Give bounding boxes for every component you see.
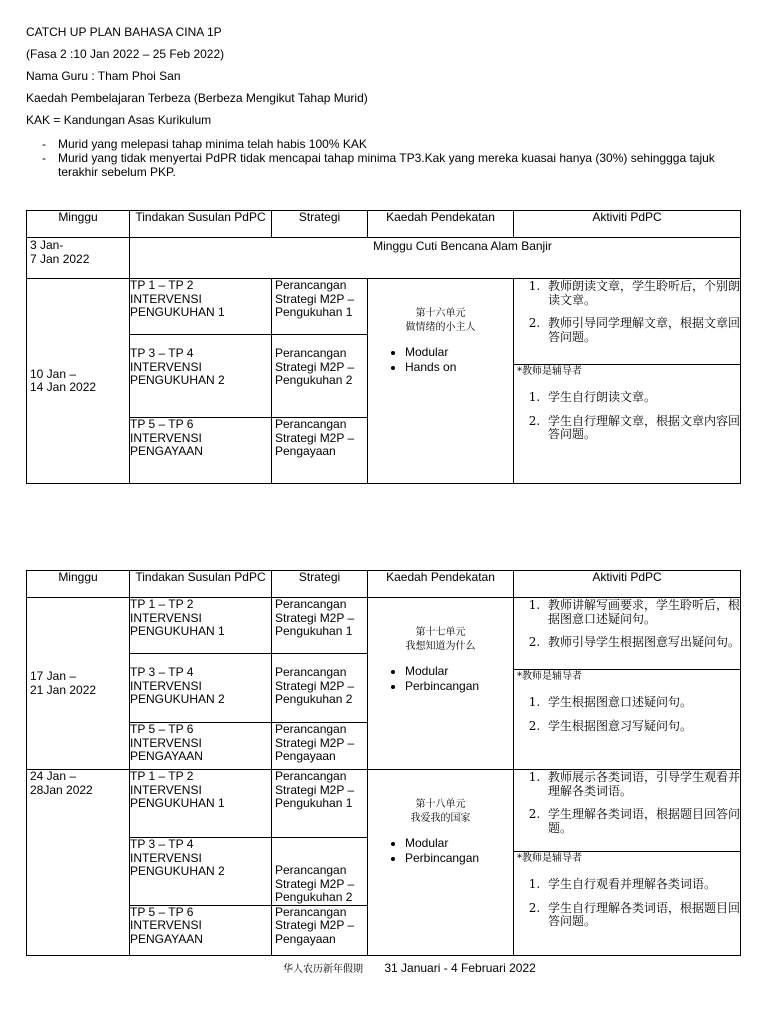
activity-teacher	[514, 598, 741, 670]
holiday-text: Minggu Cuti Bencana Alam Banjir	[130, 238, 741, 279]
activity-item: 1. 学生自行朗读文章。	[544, 391, 740, 405]
tindakan-cell: TP 5 – TP 6 INTERVENSI PENGAYAAN	[130, 723, 272, 770]
activity-item: 2. 学生理解各类词语，根据题目回答问题。	[544, 808, 740, 835]
holiday-name: 华人农历新年假期	[283, 964, 363, 975]
holiday-dates: 31 Januari - 4 Februari 2022	[384, 961, 536, 975]
plan-table-1	[26, 210, 741, 484]
col-strategi: Strategi	[272, 211, 368, 238]
facilitator-note: *教师是辅导者	[517, 671, 582, 682]
page-title: CATCH UP PLAN BAHASA CINA 1P	[26, 25, 222, 39]
method-item: • Perbincangan	[405, 851, 513, 866]
strategi-cell: Perancangan Strategi M2P – Pengukuhan 1	[272, 770, 368, 838]
col-kaedah: Kaedah Pendekatan	[368, 211, 514, 238]
activity-teacher	[514, 770, 741, 852]
activity-teacher	[514, 279, 741, 365]
unit-title: 做情绪的小主人	[405, 322, 476, 333]
method-item: • Modular	[405, 836, 513, 851]
tindakan-cell: TP 3 – TP 4 INTERVENSI PENGUKUHAN 2	[130, 335, 272, 418]
unit-title: 我爱我的国家	[410, 813, 471, 824]
col-aktiviti: Aktiviti PdPC	[514, 211, 741, 238]
plan-table-2	[26, 570, 741, 956]
unit-title: 我想知道为什么	[405, 641, 476, 652]
col-aktiviti: Aktiviti PdPC	[514, 571, 741, 598]
strategi-cell: Perancangan Strategi M2P – Pengukuhan 1	[272, 598, 368, 654]
method-item: • Perbincangan	[405, 679, 513, 694]
week-date: 10 Jan – 14 Jan 2022	[27, 279, 130, 484]
strategi-cell: Perancangan Strategi M2P – Pengukuhan 2	[272, 838, 368, 906]
strategi-cell: Perancangan Strategi M2P – Pengukuhan 2	[272, 654, 368, 723]
strategi-cell: Perancangan Strategi M2P – Pengayaan	[272, 905, 368, 955]
col-minggu: Minggu	[27, 571, 130, 598]
activity-item: 1. 教师朗读文章，学生聆听后，个别朗读文章。	[544, 280, 740, 307]
activity-student	[514, 852, 741, 956]
col-minggu: Minggu	[27, 211, 130, 238]
activity-student	[514, 670, 741, 770]
unit-number: 第十八单元	[415, 799, 466, 810]
facilitator-note: *教师是辅导者	[517, 366, 582, 377]
method-item: • Hands on	[405, 360, 513, 375]
strategi-cell: Perancangan Strategi M2P – Pengukuhan 2	[272, 335, 368, 418]
activity-item: 1. 教师讲解写画要求，学生聆听后，根据图意口述疑问句。	[544, 599, 740, 626]
strategi-cell: Perancangan Strategi M2P – Pengayaan	[272, 418, 368, 484]
kaedah-cell	[368, 770, 514, 956]
tindakan-cell: TP 5 – TP 6 INTERVENSI PENGAYAAN	[130, 418, 272, 484]
holiday-footer	[283, 960, 536, 975]
facilitator-note: *教师是辅导者	[517, 853, 582, 864]
unit-number: 第十六单元	[415, 308, 466, 319]
tindakan-cell: TP 3 – TP 4 INTERVENSI PENGUKUHAN 2	[130, 838, 272, 906]
tindakan-cell: TP 3 – TP 4 INTERVENSI PENGUKUHAN 2	[130, 654, 272, 723]
col-tindakan: Tindakan Susulan PdPC	[130, 571, 272, 598]
method-line: Kaedah Pembelajaran Terbeza (Berbeza Mengikut Tahap Murid)	[26, 91, 368, 105]
holiday-week: 3 Jan- 7 Jan 2022	[27, 238, 130, 279]
week-date: 17 Jan – 21 Jan 2022	[27, 598, 130, 770]
tindakan-cell: TP 1 – TP 2 INTERVENSI PENGUKUHAN 1	[130, 598, 272, 654]
unit-number: 第十七单元	[415, 627, 466, 638]
kaedah-cell	[368, 279, 514, 484]
activity-item: 1. 学生自行观看并理解各类词语。	[544, 878, 740, 892]
activity-item: 2. 教师引导同学理解文章，根据文章回答问题。	[544, 317, 740, 344]
kak-line: KAK = Kandungan Asas Kurikulum	[26, 113, 212, 127]
col-tindakan: Tindakan Susulan PdPC	[130, 211, 272, 238]
activity-item: 2. 教师引导学生根据图意写出疑问句。	[544, 636, 740, 650]
activity-item: 2. 学生自行理解各类词语，根据题目回答问题。	[544, 902, 740, 929]
method-item: • Modular	[405, 664, 513, 679]
fasa-line: (Fasa 2 :10 Jan 2022 – 25 Feb 2022)	[26, 47, 225, 61]
week-date: 24 Jan – 28Jan 2022	[27, 770, 130, 956]
tindakan-cell: TP 1 – TP 2 INTERVENSI PENGUKUHAN 1	[130, 770, 272, 838]
col-kaedah: Kaedah Pendekatan	[368, 571, 514, 598]
method-item: • Modular	[405, 345, 513, 360]
strategi-cell: Perancangan Strategi M2P – Pengayaan	[272, 723, 368, 770]
strategi-cell: Perancangan Strategi M2P – Pengukuhan 1	[272, 279, 368, 335]
activity-student	[514, 365, 741, 484]
teacher-name: Nama Guru : Tham Phoi San	[26, 69, 181, 83]
kaedah-cell	[368, 598, 514, 770]
activity-item: 1. 学生根据图意口述疑问句。	[544, 696, 740, 710]
tindakan-cell: TP 1 – TP 2 INTERVENSI PENGUKUHAN 1	[130, 279, 272, 335]
activity-item: 2. 学生自行理解文章，根据文章内容回答问题。	[544, 415, 740, 442]
tindakan-cell: TP 5 – TP 6 INTERVENSI PENGAYAAN	[130, 905, 272, 955]
activity-item: 2. 学生根据图意习写疑问句。	[544, 720, 740, 734]
activity-item: 1. 教师展示各类词语，引导学生观看并理解各类词语。	[544, 771, 740, 798]
col-strategi: Strategi	[272, 571, 368, 598]
